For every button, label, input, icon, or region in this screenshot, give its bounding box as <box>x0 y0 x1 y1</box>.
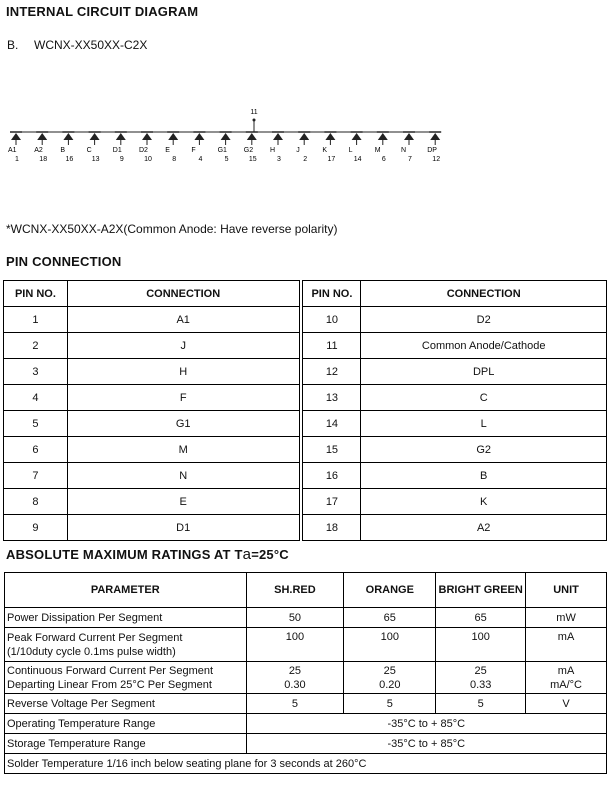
pin-connection: K <box>361 489 607 515</box>
pin-connection: D1 <box>67 515 299 541</box>
header-connection-left: CONNECTION <box>67 281 299 307</box>
row-continuous-forward-current: Continuous Forward Current Per Segment Departing Linear From 25°C Per Segment 25 0.30 25 0.20 25 0.33 mA mA/°C <box>5 662 607 694</box>
segment-pin-number: 15 <box>248 156 257 163</box>
diode-icon <box>404 133 414 140</box>
pin-row <box>4 411 607 437</box>
common-pin-label: 11 <box>250 109 258 116</box>
segment-diode <box>427 132 441 163</box>
row-peak-forward-current: Peak Forward Current Per Segment (1/10duty cycle 0.1ms pulse width) 100 100 100 mA <box>5 628 607 662</box>
model-number: WCNX-XX50XX-C2X <box>34 38 148 52</box>
pin-number: 14 <box>303 411 361 437</box>
pin-row <box>4 307 607 333</box>
pin-number: 18 <box>303 515 361 541</box>
segment-pin-number: 18 <box>39 156 48 163</box>
segment-label: J <box>296 147 300 154</box>
pin-number: 17 <box>303 489 361 515</box>
segment-diodes <box>8 132 441 163</box>
segment-diode <box>244 132 258 163</box>
pin-connection: F <box>67 385 299 411</box>
diode-icon <box>37 133 47 140</box>
pin-number: 11 <box>303 333 361 359</box>
circuit-title: INTERNAL CIRCUIT DIAGRAM <box>6 4 199 19</box>
pin-connection: J <box>67 333 299 359</box>
pin-number: 13 <box>303 385 361 411</box>
segment-label: A1 <box>8 147 17 154</box>
diode-icon <box>116 133 126 140</box>
model-line <box>7 38 147 52</box>
segment-pin-number: 10 <box>144 156 152 163</box>
segment-label: M <box>374 147 381 154</box>
ratings-header-row <box>5 573 607 608</box>
header-shred: SH.RED <box>246 573 344 608</box>
pin-number: 4 <box>4 385 68 411</box>
pin-number: 1 <box>4 307 68 333</box>
segment-diode <box>87 132 101 163</box>
pin-connection: G1 <box>67 411 299 437</box>
pin-row <box>4 515 607 541</box>
pin-connection: A1 <box>67 307 299 333</box>
pin-number: 16 <box>303 463 361 489</box>
ratings-title: ABSOLUTE MAXIMUM RATINGS AT Ta=25°C <box>6 546 289 563</box>
diode-icon <box>430 133 440 140</box>
segment-label: G1 <box>217 147 227 154</box>
segment-pin-number: 6 <box>381 156 386 163</box>
pin-connection: C <box>361 385 607 411</box>
pin-number: 7 <box>4 463 68 489</box>
diode-icon <box>63 133 73 140</box>
pin-number: 10 <box>303 307 361 333</box>
segment-label: C <box>86 147 92 154</box>
pin-connection: B <box>361 463 607 489</box>
diode-icon <box>325 133 335 140</box>
segment-label: F <box>191 147 196 154</box>
row-reverse-voltage: Reverse Voltage Per Segment 5 5 5 V <box>5 694 607 714</box>
header-pin-right: PIN NO. <box>303 281 361 307</box>
header-orange: ORANGE <box>344 573 436 608</box>
segment-pin-number: 9 <box>119 156 124 163</box>
polarity-note: *WCNX-XX50XX-A2X(Common Anode: Have reverse polarity) <box>6 222 338 236</box>
pin-connection: D2 <box>361 307 607 333</box>
segment-diode <box>322 132 336 163</box>
row-storage-temperature: Storage Temperature Range -35°C to + 85°C <box>5 734 607 754</box>
model-prefix: B. <box>7 38 19 52</box>
segment-diode <box>8 132 22 163</box>
segment-pin-number: 7 <box>408 156 412 163</box>
pin-connection-title: PIN CONNECTION <box>6 254 122 269</box>
segment-pin-number: 2 <box>303 156 308 163</box>
segment-pin-number: 12 <box>432 156 441 163</box>
pin-connection: L <box>361 411 607 437</box>
segment-diode <box>113 132 127 163</box>
row-power-dissipation: Power Dissipation Per Segment 50 65 65 mW <box>5 608 607 628</box>
diode-icon <box>378 133 388 140</box>
segment-diode <box>375 132 389 163</box>
segment-label: A2 <box>34 147 43 154</box>
header-unit: UNIT <box>526 573 607 608</box>
pin-connection: DPL <box>361 359 607 385</box>
segment-label: B <box>60 147 66 154</box>
pin-connection: N <box>67 463 299 489</box>
diode-icon <box>352 133 362 140</box>
segment-pin-number: 5 <box>224 156 229 163</box>
segment-label: D1 <box>112 147 122 154</box>
header-pin-left: PIN NO. <box>4 281 68 307</box>
diode-icon <box>247 133 257 140</box>
diode-icon <box>142 133 152 140</box>
pin-connection: H <box>67 359 299 385</box>
ratings-table <box>4 572 607 774</box>
pin-number: 6 <box>4 437 68 463</box>
diode-icon <box>299 133 309 140</box>
segment-diode <box>34 132 48 163</box>
segment-label: E <box>165 147 170 154</box>
pin-connection: M <box>67 437 299 463</box>
pin-row <box>4 359 607 385</box>
row-solder-temperature: Solder Temperature 1/16 inch below seating plane for 3 seconds at 260°C <box>5 754 607 774</box>
segment-diode <box>349 132 363 163</box>
segment-diode <box>401 132 415 163</box>
pin-number: 2 <box>4 333 68 359</box>
internal-circuit-diagram <box>0 100 450 170</box>
header-connection-right: CONNECTION <box>361 281 607 307</box>
diode-icon <box>221 133 231 140</box>
segment-label: K <box>322 147 328 154</box>
pin-row <box>4 489 607 515</box>
segment-label: D2 <box>139 147 148 154</box>
diode-icon <box>11 133 21 140</box>
pin-number: 9 <box>4 515 68 541</box>
segment-pin-number: 4 <box>198 156 203 163</box>
segment-pin-number: 13 <box>91 156 100 163</box>
pin-number: 5 <box>4 411 68 437</box>
diode-icon <box>273 133 283 140</box>
segment-pin-number: 16 <box>65 156 74 163</box>
pin-connection-table <box>3 280 607 541</box>
pin-connection: E <box>67 489 299 515</box>
segment-diode <box>139 132 153 163</box>
pin-connection: G2 <box>361 437 607 463</box>
row-operating-temperature: Operating Temperature Range -35°C to + 85°C <box>5 714 607 734</box>
segment-pin-number: 3 <box>277 156 281 163</box>
diode-icon <box>90 133 100 140</box>
pin-row <box>4 333 607 359</box>
pin-table-header <box>4 281 607 307</box>
segment-diode <box>60 132 74 163</box>
segment-diode <box>296 132 310 163</box>
segment-diode <box>165 132 179 163</box>
segment-pin-number: 1 <box>15 156 19 163</box>
pin-number: 15 <box>303 437 361 463</box>
segment-pin-number: 14 <box>353 156 362 163</box>
pin-row <box>4 463 607 489</box>
pin-row <box>4 385 607 411</box>
segment-diode <box>270 132 284 163</box>
segment-label: H <box>270 147 276 154</box>
segment-label: DP <box>427 147 437 154</box>
pin-number: 8 <box>4 489 68 515</box>
segment-label: L <box>348 147 353 154</box>
pin-number: 12 <box>303 359 361 385</box>
segment-pin-number: 8 <box>172 156 177 163</box>
segment-label: G2 <box>243 147 254 154</box>
segment-label: N <box>401 147 407 154</box>
diode-icon <box>168 133 178 140</box>
segment-pin-number: 17 <box>327 156 336 163</box>
header-bright-green: BRIGHT GREEN <box>436 573 526 608</box>
pin-connection: Common Anode/Cathode <box>361 333 607 359</box>
pin-number: 3 <box>4 359 68 385</box>
segment-diode <box>191 132 205 163</box>
pin-connection: A2 <box>361 515 607 541</box>
header-parameter: PARAMETER <box>5 573 247 608</box>
common-node <box>253 119 256 122</box>
segment-diode <box>218 132 232 163</box>
pin-row <box>4 437 607 463</box>
diode-icon <box>194 133 204 140</box>
